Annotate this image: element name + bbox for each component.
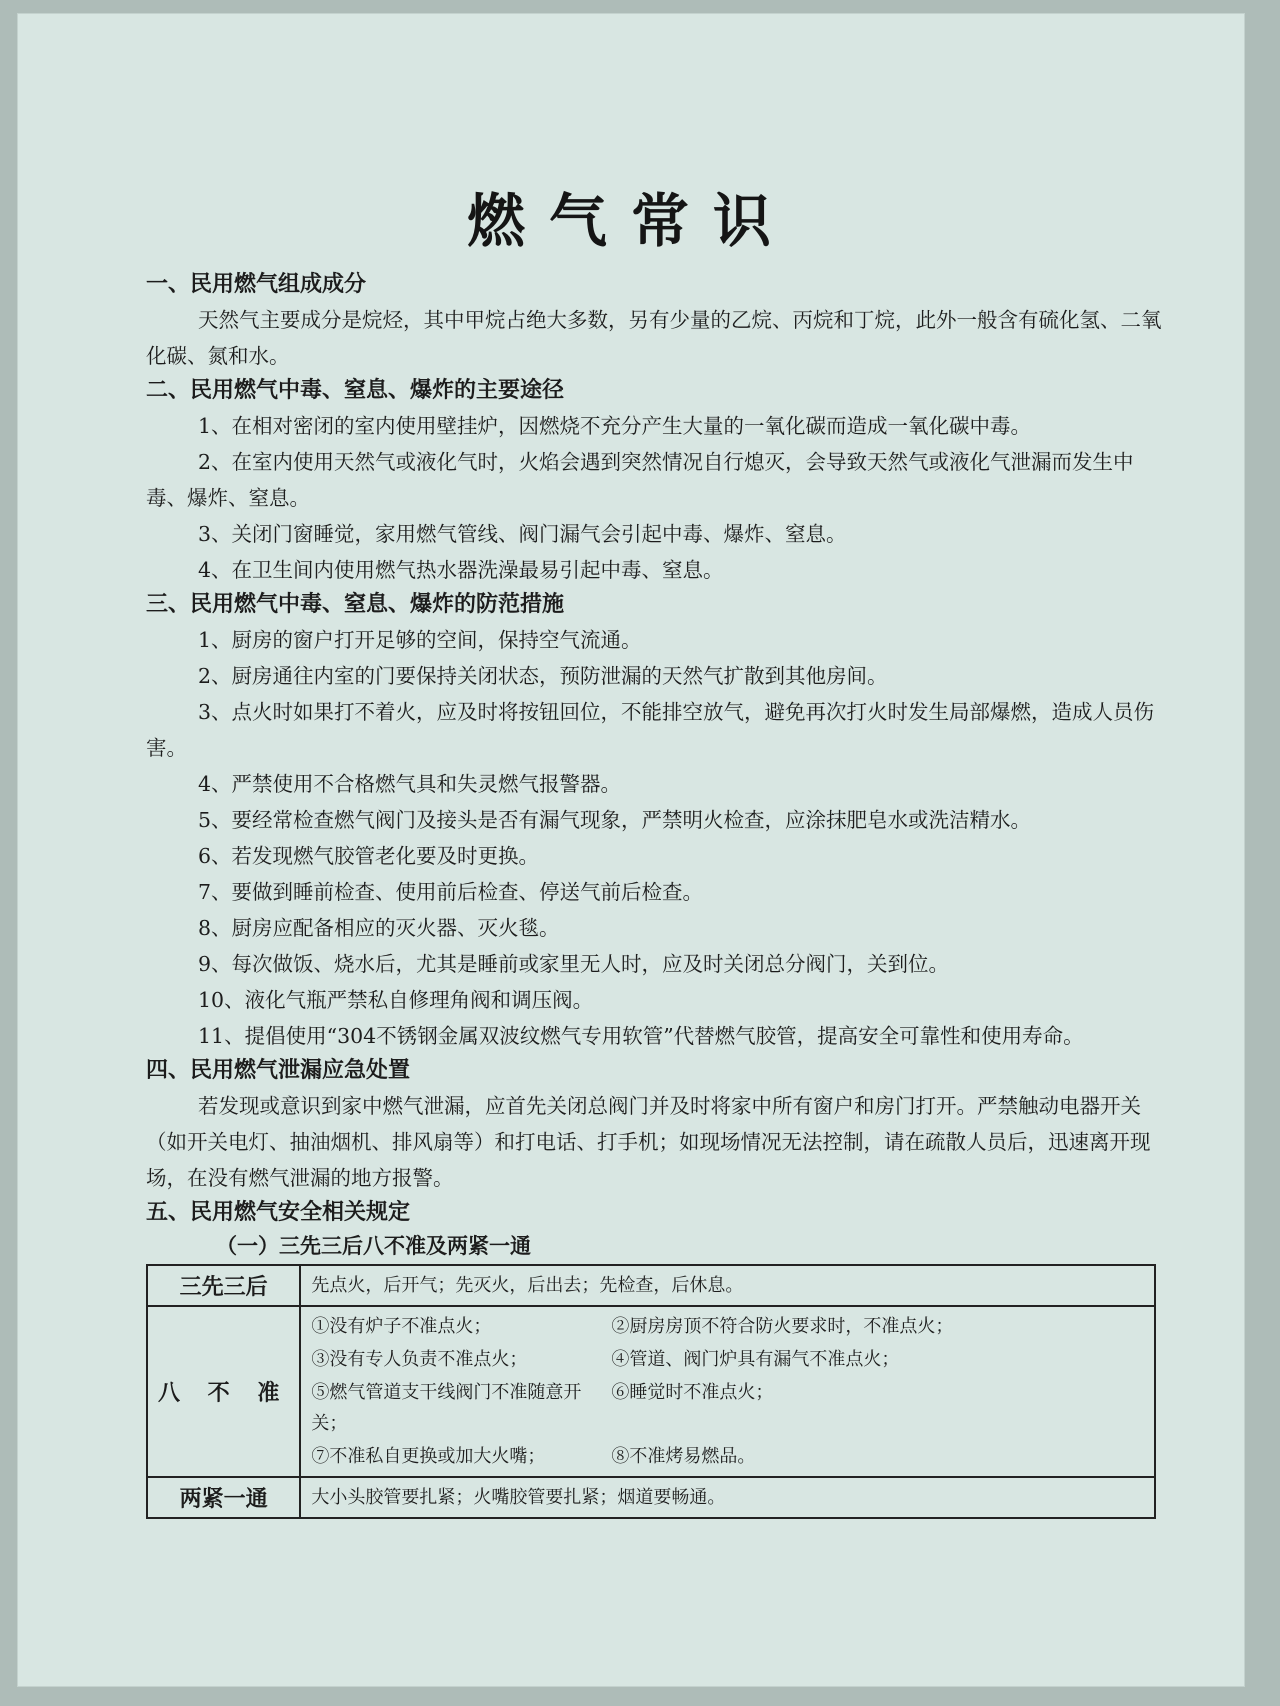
row-header-three-first: 三先三后 [147, 1265, 300, 1306]
paragraph: 3、点火时如果打不着火，应及时将按钮回位，不能排空放气，避免再次打火时发生局部爆燃，造成人员伤害。 [146, 700, 1155, 760]
list-item: ⑥睡觉时不准点火； [611, 1382, 774, 1403]
row-text: 先点火，后开气；先灭火，后出去；先检查，后休息。 [300, 1265, 1155, 1306]
paragraph: 7、要做到睡前检查、使用前后检查、停送气前后检查。 [198, 880, 704, 904]
section-heading-4: 四、民用燃气泄漏应急处置 [146, 1058, 411, 1083]
document-body [146, 268, 1166, 1519]
paragraph: 11、提倡使用“304不锈钢金属双波纹燃气专用软管”代替燃气胶管，提高安全可靠性和使用寿命。 [198, 1024, 1084, 1048]
list-item: ①没有炉子不准点火； [311, 1316, 492, 1337]
section-heading-2: 二、民用燃气中毒、窒息、爆炸的主要途径 [146, 378, 565, 403]
section-heading-1: 一、民用燃气组成成分 [146, 272, 367, 297]
paragraph: 天然气主要成分是烷烃，其中甲烷占绝大多数，另有少量的乙烷、丙烷和丁烷，此外一般含有硫化氢、二氧化碳、氮和水。 [146, 308, 1162, 368]
list-item: ⑧不准烤易燃品。 [611, 1446, 756, 1467]
document-title: 燃气常识 [466, 187, 795, 255]
table-row [147, 1306, 1155, 1477]
paragraph: 2、厨房通往内室的门要保持关闭状态，预防泄漏的天然气扩散到其他房间。 [198, 664, 888, 688]
table-row [147, 1477, 1155, 1518]
list-item: ⑤燃气管道支干线阀门不准随意开关； [311, 1382, 582, 1434]
list-item: ②厨房房顶不符合防火要求时，不准点火； [611, 1316, 954, 1337]
rules-table [146, 1264, 1156, 1519]
paragraph: 4、在卫生间内使用燃气热水器洗澡最易引起中毒、窒息。 [198, 558, 724, 582]
paragraph: 1、在相对密闭的室内使用壁挂炉，因燃烧不充分产生大量的一氧化碳而造成一氧化碳中毒。 [198, 414, 1032, 438]
table-row [147, 1265, 1155, 1306]
paragraph: 8、厨房应配备相应的灭火器、灭火毯。 [198, 916, 560, 940]
paragraph: 6、若发现燃气胶管老化要及时更换。 [198, 844, 540, 868]
row-text: 大小头胶管要扎紧；火嘴胶管要扎紧；烟道要畅通。 [300, 1477, 1155, 1518]
section-heading-5: 五、民用燃气安全相关规定 [146, 1200, 411, 1225]
paper-sheet [18, 14, 1244, 1686]
paragraph: 3、关闭门窗睡觉，家用燃气管线、阀门漏气会引起中毒、爆炸、窒息。 [198, 522, 847, 546]
paragraph: 4、严禁使用不合格燃气具和失灵燃气报警器。 [198, 772, 622, 796]
paragraph: 9、每次做饭、烧水后，尤其是睡前或家里无人时，应及时关闭总分阀门，关到位。 [198, 952, 950, 976]
paragraph: 若发现或意识到家中燃气泄漏，应首先关闭总阀门并及时将家中所有窗户和房门打开。严禁触动电器开关（如开关电灯、抽油烟机、排风扇等）和打电话、打手机；如现场情况无法控制，请在疏散人员后，迅速离开现场，在没有燃气泄漏的地方报警。 [146, 1094, 1151, 1190]
paragraph: 5、要经常检查燃气阀门及接头是否有漏气现象，严禁明火检查，应涂抹肥皂水或洗洁精水。 [198, 808, 1032, 832]
subsection-heading: （一）三先三后八不准及两紧一通 [216, 1234, 531, 1258]
row-header-eight-prohibitions: 八 不 准 [147, 1306, 300, 1477]
list-item: ⑦不准私自更换或加大火嘴； [311, 1446, 546, 1467]
list-item: ④管道、阀门炉具有漏气不准点火； [611, 1349, 900, 1370]
paragraph: 10、液化气瓶严禁私自修理角阀和调压阀。 [198, 988, 594, 1012]
row-header-two-tight-one-clear: 两紧一通 [147, 1477, 300, 1518]
prohibition-list [300, 1306, 1155, 1477]
paragraph: 1、厨房的窗户打开足够的空间，保持空气流通。 [198, 628, 642, 652]
section-heading-3: 三、民用燃气中毒、窒息、爆炸的防范措施 [146, 592, 565, 617]
list-item: ③没有专人负责不准点火； [311, 1349, 528, 1370]
paragraph: 2、在室内使用天然气或液化气时，火焰会遇到突然情况自行熄灭，会导致天然气或液化气泄漏而发生中毒、爆炸、窒息。 [146, 450, 1134, 510]
